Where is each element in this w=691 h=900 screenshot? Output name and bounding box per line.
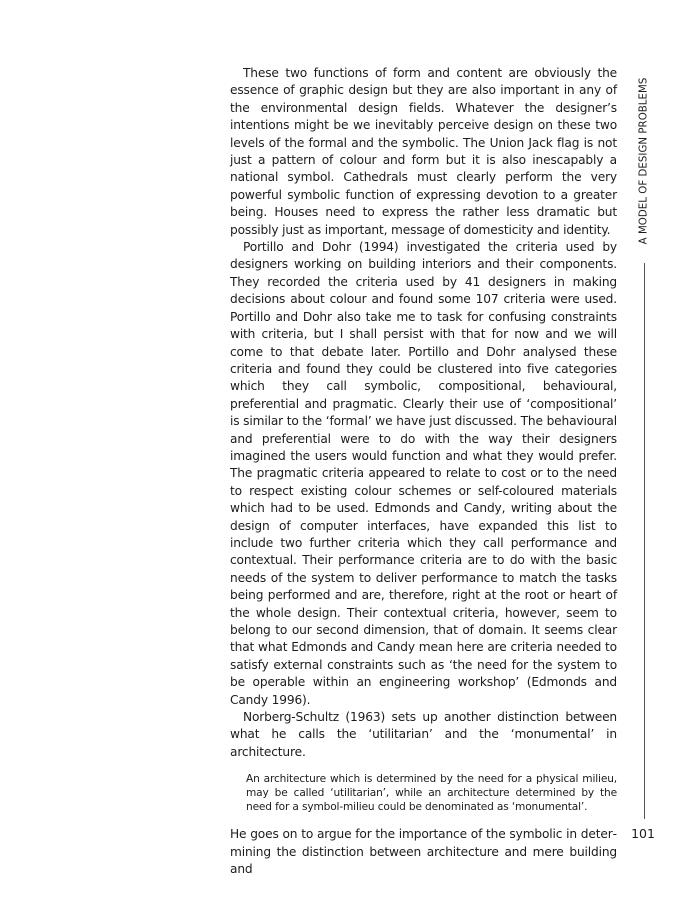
paragraph-form-content: These two functions of form and content are obviously the essence of graphic design but they are also important in any of the environmental design fields. Whatever the designer’s intentions might be we inevitably perceive design on these two levels of the formal and the symbolic. The Union Jack flag is not just a pattern of colour and form but it is also inescapably a national symbol. Cathedrals must clearly perform the very powerful symbolic function of expressing devotion to a greater being. Houses need to express the rather less dramatic but possibly just as important, message of domesticity and identity. [230,66,617,237]
paragraph-closing: He goes on to argue for the importance of the symbolic in determining the distinction between architecture and mere building and [230,827,617,877]
block-quote: An architecture which is determined by the need for a physical milieu, may be called ‘utilitarian’, while an architecture determined by the need for a symbol-milieu could be denominated as ‘monumental’. [246,773,617,814]
vertical-rule [644,263,645,819]
paragraph-norberg-schultz: Norberg-Schultz (1963) sets up another distinction between what he calls the ‘utilitarian’ and the ‘monumental’ in architecture. [230,710,617,759]
running-head-text: A MODEL OF DESIGN PROBLEMS [638,77,650,244]
page-number: 101 [631,826,655,841]
paragraph-portillo-dohr: Portillo and Dohr (1994) investigated the criteria used by designers working on building interiors and their components. They recorded the criteria used by 41 designers in making decisions about colour and found some 107 criteria were used. Portillo and Dohr also take me to task for confusing constraints with criteria, but I shall persist with that for now and we will come to that debate later. Portillo and Dohr analysed these criteria and found they could be clustered into five categories which they call symbolic, compositional, behavioural, preferential and pragmatic. Clearly their use of ‘compositional’ is similar to the ‘formal’ we have just discussed. The behavioural and preferential were to do with the way their designers imagined the users would function and what they would prefer. The pragmatic criteria appeared to relate to cost or to the need to respect existing colour schemes or self-coloured materials which had to be used. Edmonds and Candy, writing about the design of computer interfaces, have expanded this list to include two further criteria which they call performance and contextual. Their performance criteria are to do with the basic needs of the system to deliver performance to match the tasks being performed and are, therefore, right at the root or heart of the whole design. Their contextual criteria, however, seem to belong to our second dimension, that of domain. It seems clear that what Edmonds and Candy mean here are criteria needed to satisfy external constraints such as ‘the need for the system to be operable within an engineering workshop’ (Edmonds and Candy 1996). [230,240,617,707]
body-text-column [230,65,617,878]
running-head [636,68,652,253]
